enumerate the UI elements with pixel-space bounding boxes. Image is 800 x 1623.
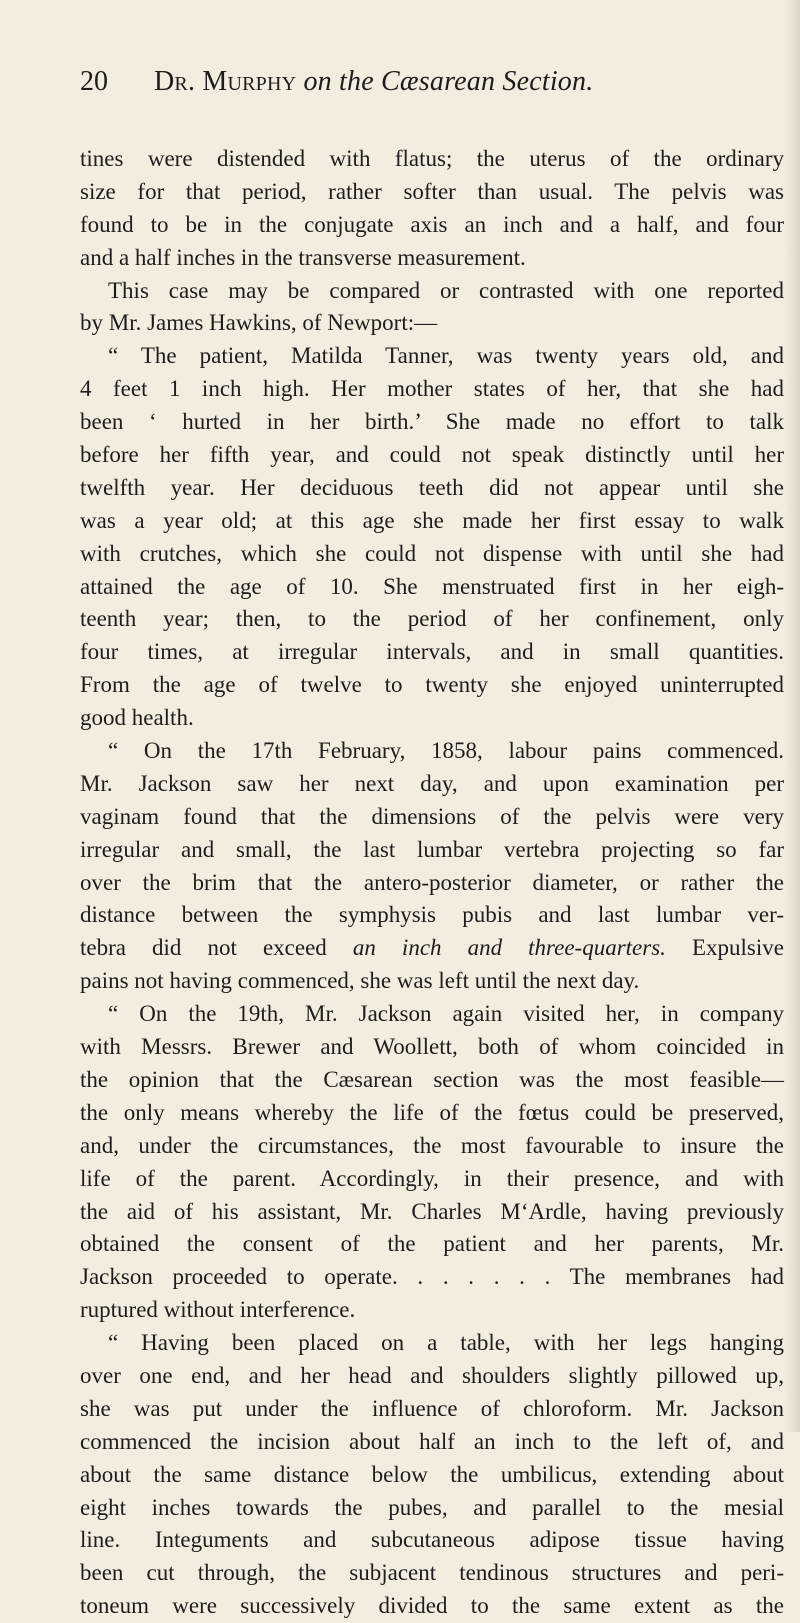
text-line: was a year old; at this age she made her first essay to walk [80, 507, 784, 533]
text-line: about the same distance below the umbilicus, extending about [80, 1461, 784, 1487]
text-line: line. Integuments and subcutaneous adipose tissue having [80, 1527, 784, 1553]
running-head [154, 66, 593, 98]
text-line: the aid of his assistant, Mr. Charles M‘Ardle, having previously [80, 1198, 784, 1224]
text-line: and a half inches in the transverse measurement. [80, 244, 526, 270]
text-line: This case may be compared or contrasted with one reported [108, 277, 784, 303]
text-line: pains not having commenced, she was left until the next day. [80, 968, 640, 994]
text-fragment: Expulsive [665, 935, 784, 961]
text-line: obtained the consent of the patient and her parents, Mr. [80, 1231, 784, 1257]
text-line: vaginam found that the dimensions of the pelvis were very [80, 803, 784, 829]
text-line: toneum were successively divided to the same extent as the [80, 1593, 784, 1619]
italic-phrase: an inch and three-quarters. [352, 935, 666, 961]
text-line: with crutches, which she could not dispense with until she had [80, 540, 784, 566]
text-line: the only means whereby the life of the fœtus could be preserved, [80, 1099, 784, 1125]
page-edge-shadow [784, 0, 800, 1432]
text-line: attained the age of 10. She menstruated first in her eigh- [80, 573, 784, 599]
text-line-with-italic [80, 932, 784, 965]
text-line: ruptured without interference. [80, 1297, 356, 1323]
text-line: From the age of twelve to twenty she enjoyed uninterrupted [80, 672, 784, 698]
text-line: commenced the incision about half an inch to the left of, and [80, 1428, 784, 1454]
text-line: four times, at irregular intervals, and in small quantities. [80, 639, 784, 665]
text-line: before her fifth year, and could not speak distinctly until her [80, 442, 784, 468]
text-line: Jackson proceeded to operate. . . . . . . The membranes had [80, 1264, 784, 1290]
text-line: 4 feet 1 inch high. Her mother states of her, that she had [80, 376, 784, 402]
text-line: over one end, and her head and shoulders slightly pillowed up, [80, 1362, 784, 1388]
running-head-title: on the Cæsarean Section. [303, 66, 594, 97]
text-line: she was put under the influence of chloroform. Mr. Jackson [80, 1395, 784, 1421]
text-fragment: tebra did not exceed [80, 935, 353, 961]
text-line: “ Having been placed on a table, with her legs hanging [108, 1330, 784, 1356]
text-line: been cut through, the subjacent tendinous structures and peri- [80, 1560, 784, 1586]
text-line: good health. [80, 705, 194, 731]
text-line: life of the parent. Accordingly, in their presence, and with [80, 1165, 784, 1191]
text-line: distance between the symphysis pubis and last lumbar ver- [80, 902, 784, 928]
text-line: by Mr. James Hawkins, of Newport:— [80, 310, 438, 336]
text-line: Mr. Jackson saw her next day, and upon examination per [80, 770, 784, 796]
text-line: size for that period, rather softer than usual. The pelvis was [80, 178, 784, 204]
text-line: twelfth year. Her deciduous teeth did not appear until she [80, 474, 784, 500]
text-line: eight inches towards the pubes, and parallel to the mesial [80, 1494, 784, 1520]
text-line: teenth year; then, to the period of her confinement, only [80, 606, 784, 632]
text-line: irregular and small, the last lumbar vertebra projecting so far [80, 836, 784, 862]
text-line: the opinion that the Cæsarean section was the most feasible— [80, 1066, 784, 1092]
page-number: 20 [80, 66, 108, 97]
text-line: and, under the circumstances, the most favourable to insure the [80, 1132, 784, 1158]
text-line: tines were distended with flatus; the uterus of the ordinary [80, 146, 784, 171]
text-line: “ On the 19th, Mr. Jackson again visited her, in company [108, 1001, 784, 1027]
page-header [80, 66, 740, 106]
running-head-author: Dr. Murphy [154, 66, 297, 97]
text-line: been ‘ hurted in her birth.’ She made no effort to talk [80, 409, 784, 435]
text-line: over the brim that the antero-posterior diameter, or rather the [80, 869, 784, 895]
text-line: “ On the 17th February, 1858, labour pains commenced. [108, 738, 784, 764]
text-line: with Messrs. Brewer and Woollett, both of whom coincided in [80, 1034, 784, 1060]
text-line: “ The patient, Matilda Tanner, was twenty years old, and [108, 343, 784, 369]
body-text [80, 143, 784, 1623]
text-line: found to be in the conjugate axis an inch and a half, and four [80, 211, 784, 237]
